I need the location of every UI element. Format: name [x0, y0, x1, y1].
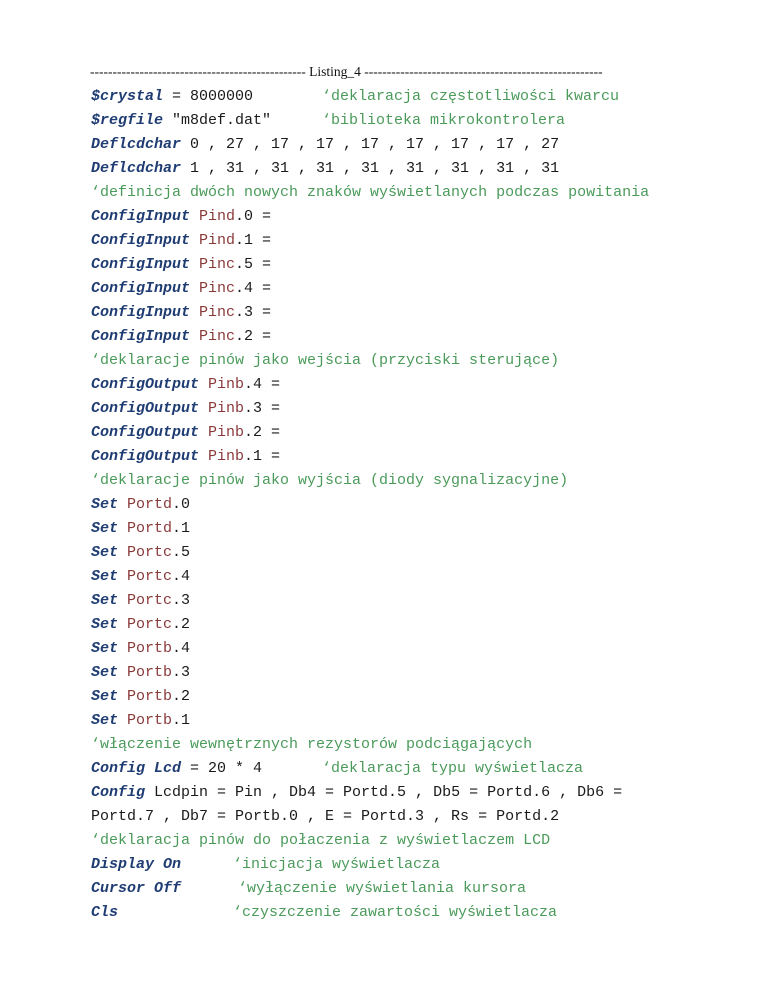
code-text: .1 = — [235, 232, 281, 249]
code-line — [91, 184, 649, 202]
code-line — [91, 880, 527, 898]
code-line — [91, 280, 280, 298]
keyword: Config — [91, 400, 146, 417]
code-text: .3 = — [244, 400, 290, 417]
code-text: .1 — [172, 712, 191, 729]
code-line — [91, 544, 190, 562]
port-name: Pinc — [190, 280, 236, 297]
code-line — [91, 376, 289, 394]
port-name: Portb — [118, 640, 173, 657]
keyword: Input — [145, 304, 191, 321]
code-line — [91, 256, 280, 274]
keyword: Deflcdchar — [91, 160, 182, 177]
code-line — [91, 304, 280, 322]
code-line — [91, 112, 566, 130]
port-name: Portd — [118, 520, 173, 537]
code-text: "m8def.dat" — [163, 112, 272, 129]
code-text: .3 — [172, 592, 191, 609]
keyword: Input — [145, 232, 191, 249]
keyword: Set — [91, 568, 119, 585]
keyword: Cursor Off — [91, 880, 182, 897]
keyword: Config — [91, 208, 146, 225]
code-text: = 20 * 4 — [181, 760, 263, 777]
code-line — [91, 568, 190, 586]
code-text: .2 = — [235, 328, 281, 345]
keyword: Config — [91, 256, 146, 273]
keyword: Config — [91, 424, 146, 441]
keyword: $crystal — [91, 88, 164, 105]
code-line — [91, 232, 280, 250]
code-line — [91, 400, 289, 418]
code-text: .3 = — [235, 304, 281, 321]
keyword: Input — [145, 256, 191, 273]
code-line — [91, 688, 190, 706]
code-line — [91, 160, 559, 178]
keyword: Deflcdchar — [91, 136, 182, 153]
code-comment: ‘czyszczenie zawartości wyświetlacza — [233, 904, 558, 921]
code-text: .4 — [172, 568, 191, 585]
code-text: .5 — [172, 544, 191, 561]
code-comment: ‘włączenie wewnętrznych rezystorów podciągających — [91, 736, 533, 753]
code-text: .4 — [172, 640, 191, 657]
keyword: Input — [145, 208, 191, 225]
code-text: 1 , 31 , 31 , 31 , 31 , 31 , 31 , 31 , 31 — [181, 160, 560, 177]
keyword: Set — [91, 592, 119, 609]
keyword: Output — [145, 424, 200, 441]
keyword: Config — [91, 280, 146, 297]
keyword: Set — [91, 712, 119, 729]
keyword: $regfile — [91, 112, 164, 129]
code-line — [91, 736, 532, 754]
code-comment: ‘deklaracja częstotliwości kwarcu — [322, 88, 620, 105]
port-name: Pind — [190, 232, 236, 249]
code-line — [91, 448, 289, 466]
code-comment: ‘deklaracje pinów jako wejścia (przyciski sterujące) — [91, 352, 560, 369]
port-name: Pind — [190, 208, 236, 225]
code-line — [91, 424, 289, 442]
code-comment: ‘deklaracja pinów do połaczenia z wyświetlaczem LCD — [91, 832, 551, 849]
keyword: Config — [91, 376, 146, 393]
code-text: .2 = — [244, 424, 290, 441]
code-line — [91, 856, 441, 874]
code-line — [91, 808, 559, 826]
code-line — [91, 832, 550, 850]
port-name: Portc — [118, 568, 173, 585]
code-text: .4 = — [244, 376, 290, 393]
keyword: Display On — [91, 856, 182, 873]
code-line — [91, 760, 584, 778]
code-line — [91, 520, 190, 538]
code-text: .3 — [172, 664, 191, 681]
code-line — [91, 616, 190, 634]
code-text: .1 = — [244, 448, 290, 465]
code-line — [91, 640, 190, 658]
keyword: Set — [91, 640, 119, 657]
code-comment: ‘wyłączenie wyświetlania kursora — [238, 880, 527, 897]
keyword: Config — [91, 232, 146, 249]
code-line — [91, 88, 620, 106]
code-text: .5 = — [235, 256, 281, 273]
keyword: Set — [91, 616, 119, 633]
code-line — [91, 496, 190, 514]
code-line — [91, 904, 558, 922]
keyword: Cls — [91, 904, 119, 921]
keyword: Output — [145, 376, 200, 393]
code-line — [91, 472, 568, 490]
code-text: .2 — [172, 688, 191, 705]
port-name: Portb — [118, 688, 173, 705]
keyword: Config — [91, 448, 146, 465]
keyword: Config — [91, 328, 146, 345]
port-name: Portb — [118, 664, 173, 681]
keyword: Set — [91, 520, 119, 537]
code-comment: ‘biblioteka mikrokontrolera — [322, 112, 566, 129]
keyword: Input — [145, 328, 191, 345]
code-comment: ‘inicjacja wyświetlacza — [233, 856, 441, 873]
port-name: Pinb — [199, 400, 245, 417]
code-line — [91, 664, 190, 682]
keyword: Set — [91, 496, 119, 513]
code-text: = 8000000 — [163, 88, 254, 105]
code-text: Lcdpin = Pin , Db4 = Portd.5 , Db5 = Portd.6 , Db6 = — [145, 784, 623, 801]
code-text: .0 — [172, 496, 191, 513]
code-line — [91, 208, 280, 226]
code-line — [91, 784, 622, 802]
port-name: Portc — [118, 616, 173, 633]
keyword: Output — [145, 448, 200, 465]
code-comment: ‘deklaracje pinów jako wyjścia (diody sygnalizacyjne) — [91, 472, 569, 489]
code-line — [91, 352, 559, 370]
code-text: .4 = — [235, 280, 281, 297]
keyword: Config — [91, 304, 146, 321]
keyword: Config — [91, 784, 146, 801]
listing-header: ------------------------------------------------ Listing_4 ----------------------------------------------------- — [90, 64, 603, 79]
code-text: .0 = — [235, 208, 281, 225]
code-line — [91, 136, 559, 154]
keyword: Output — [145, 400, 200, 417]
keyword: Set — [91, 688, 119, 705]
keyword: Set — [91, 664, 119, 681]
port-name: Portb — [118, 712, 173, 729]
code-text: .1 — [172, 520, 191, 537]
code-comment: ‘deklaracja typu wyświetlacza — [322, 760, 584, 777]
port-name: Pinc — [190, 256, 236, 273]
port-name: Pinc — [190, 328, 236, 345]
code-text: Portd.7 , Db7 = Portb.0 , E = Portd.3 , Rs = Portd.2 — [91, 808, 560, 825]
keyword: Input — [145, 280, 191, 297]
port-name: Portc — [118, 544, 173, 561]
code-text: .2 — [172, 616, 191, 633]
port-name: Pinc — [190, 304, 236, 321]
keyword: Config — [91, 760, 146, 777]
code-line — [91, 328, 280, 346]
code-line — [91, 592, 190, 610]
code-comment: ‘definicja dwóch nowych znaków wyświetlanych podczas powitania — [91, 184, 650, 201]
port-name: Pinb — [199, 448, 245, 465]
keyword: Lcd — [145, 760, 182, 777]
port-name: Portc — [118, 592, 173, 609]
code-text: 0 , 27 , 17 , 17 , 17 , 17 , 17 , 17 , 27 — [181, 136, 560, 153]
port-name: Pinb — [199, 424, 245, 441]
port-name: Portd — [118, 496, 173, 513]
code-line — [91, 712, 190, 730]
port-name: Pinb — [199, 376, 245, 393]
keyword: Set — [91, 544, 119, 561]
